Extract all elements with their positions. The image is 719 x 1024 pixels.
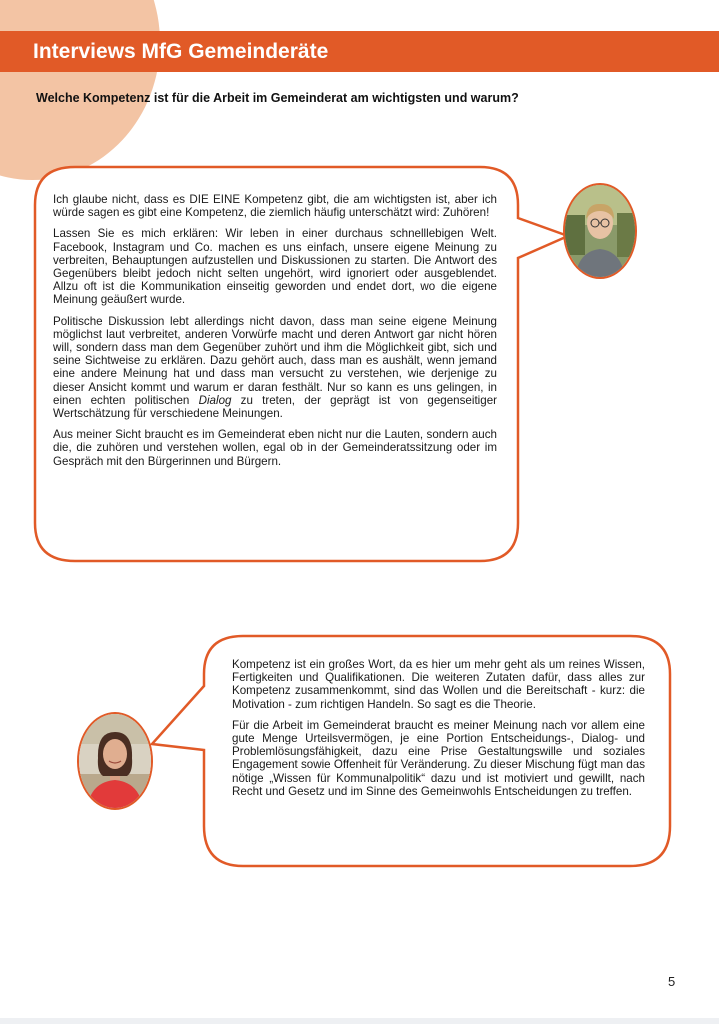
interview-2-paragraph-2: Für die Arbeit im Gemeinderat braucht es meiner Meinung nach vor allem eine gute Menge Urteilsvermögen, je eine Portion Entscheidungs-, Dialog- und Problemlösungsfähigkeit, dazu eine Prise Gestaltungswille und soziales Engagement sowie Offenheit für Veränderung. Zu dieser Mischung fügt man das nötige „Wissen für Kommunalpolitik“ dazu und ist motiviert und gewillt, nach Recht und Gesetz und im Sinne des Gemeinwohls Entscheidungen zu treffen. xyxy=(232,718,645,798)
page-number: 5 xyxy=(668,974,676,989)
page-title: Interviews MfG Gemeinderäte xyxy=(33,40,329,63)
portrait-woman-in-red-icon xyxy=(79,714,151,808)
interview-1-paragraph-2: Lassen Sie es mich erklären: Wir leben in einer durchaus schnelllebigen Welt. Facebook, Instagram und Co. machen es uns einfach, unsere eigene Meinung zu verbreiten, Behauptungen aufzustellen und Diskussionen zu starten. Die Antwort des Gegenübers bleibt jedoch nicht selten ungehört, wird ignoriert oder ausgeblendet. Allzu oft ist die Kommunikation einseitig geworden und endet dort, wo die eigene Meinung geäußert wurde. xyxy=(53,227,497,307)
question-heading: Welche Kompetenz ist für die Arbeit im Gemeinderat am wichtigsten und warum? xyxy=(36,91,519,105)
avatar-interviewee-1 xyxy=(563,183,637,279)
paragraph-3-text-before: Politische Diskussion lebt allerdings nicht davon, dass man seine eigene Meinung möglichst laut verbreitet, anderen Vorwürfe macht und deren Antwort gar nicht hören will, sondern dass man dem Gegenüber zuhört und ihm die Möglichkeit gibt, sich und seine Sichtweise zu erklären. Dazu gehört auch, dass man es aushält, wenn jemand eine andere Meinung hat und dass man versucht zu verstehen, wie derjenige zu dieser Ansicht kommt und warum er daran festhält. Nur so kann es uns gelingen, in einen echten politischen xyxy=(53,314,497,407)
bottom-divider xyxy=(0,1018,719,1024)
interview-1-paragraph-1: Ich glaube nicht, dass es DIE EINE Kompetenz gibt, die am wichtigsten ist, aber ich würde sagen es gibt eine Kompetenz, die ziemlich häufig unterschätzt wird: Zuhören! xyxy=(53,193,497,220)
interview-2-text xyxy=(232,658,645,806)
dialog-emphasis: Dialog xyxy=(198,393,232,407)
interview-1-paragraph-4: Aus meiner Sicht braucht es im Gemeinderat eben nicht nur die Lauten, sondern auch die, die zuhören und verstehen wollen, egal ob in der Gemeinderatssitzung oder im Gespräch mit den Bürgerinnen und Bürgern. xyxy=(53,428,497,468)
interview-2-paragraph-1: Kompetenz ist ein großes Wort, da es hier um mehr geht als um reines Wissen, Fertigkeiten und Qualifikationen. Die weiteren Zutaten dafür, dass alles zur Kompetenz zusammenkommt, sind das Wollen und die Bereitschaft - kurz: die Motivation - zum richtigen Handeln. So sagt es die Theorie. xyxy=(232,658,645,711)
avatar-interviewee-2 xyxy=(77,712,153,810)
paragraph-3-text-after: zu treten, der geprägt ist von gegenseitiger Wertschätzung für verschiedene Meinungen. xyxy=(53,393,498,421)
interview-1-paragraph-3 xyxy=(53,315,497,421)
interview-1-text xyxy=(53,193,497,476)
portrait-young-man-with-glasses-icon xyxy=(565,185,635,277)
